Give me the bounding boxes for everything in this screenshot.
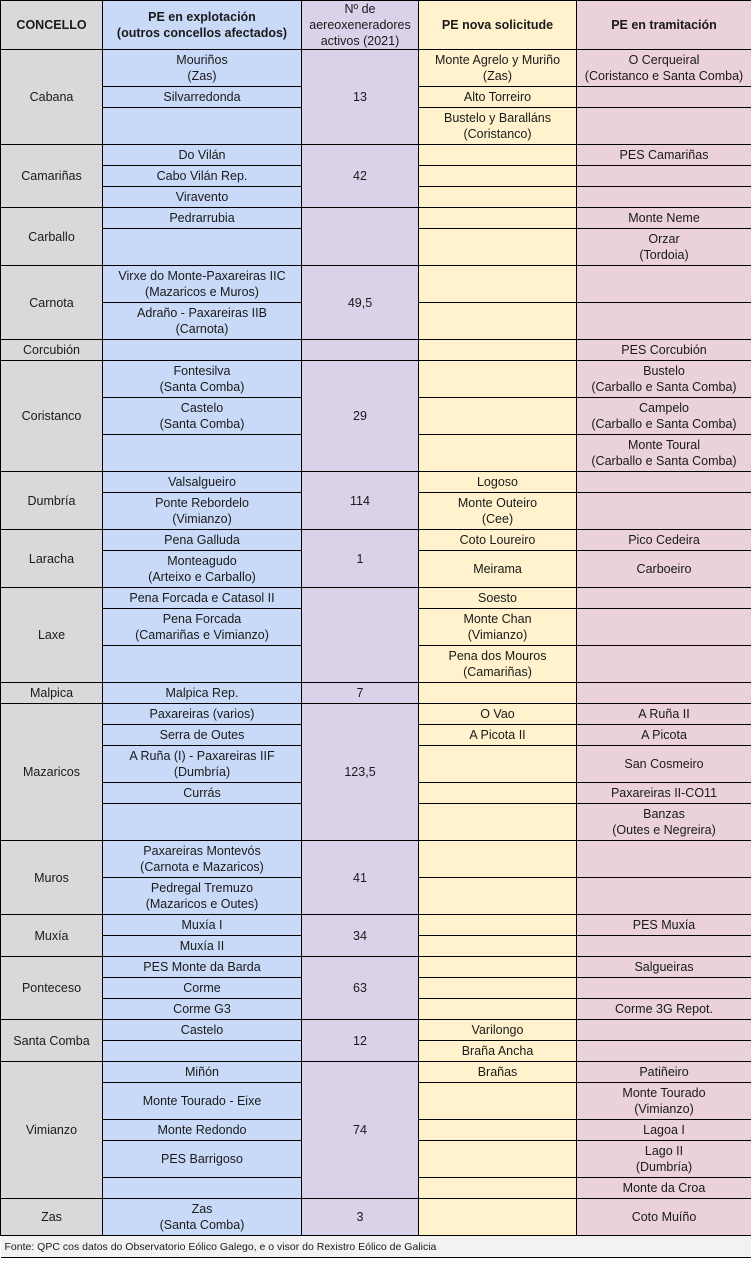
concello-group [1, 266, 751, 340]
pe-tramitacion-cell [577, 1041, 751, 1062]
pe-nova-solicitude-cell: Coto Loureiro [419, 530, 577, 551]
concello-name: Vimianzo [1, 1062, 103, 1199]
pe-tramitacion-cell: Campelo (Carballo e Santa Comba) [577, 398, 751, 435]
pe-nova-solicitude-cell: Bustelo y Baralláns (Coristanco) [419, 108, 577, 145]
pe-explotacion-cell: Corme [103, 978, 302, 999]
pe-explotacion-cell: Pedrarrubia [103, 208, 302, 229]
header-aerox-count: Nº de aereoxeneradores activos (2021) [302, 1, 419, 50]
pe-explotacion-cell: Corme G3 [103, 999, 302, 1020]
pe-explotacion-cell [103, 435, 302, 472]
pe-nova-solicitude-cell [419, 746, 577, 783]
pe-nova-solicitude-cell [419, 145, 577, 166]
pe-tramitacion-cell [577, 609, 751, 646]
concello-group [1, 957, 751, 1020]
pe-tramitacion-cell: Carboeiro [577, 551, 751, 588]
pe-tramitacion-cell [577, 187, 751, 208]
concello-name: Muros [1, 841, 103, 915]
aerox-count-cell: 41 [302, 841, 419, 915]
concello-group [1, 472, 751, 530]
pe-explotacion-cell: Muxía II [103, 936, 302, 957]
pe-tramitacion-cell [577, 978, 751, 999]
pe-tramitacion-cell [577, 878, 751, 915]
pe-nova-solicitude-cell: Meirama [419, 551, 577, 588]
pe-explotacion-cell: Pena Galluda [103, 530, 302, 551]
source-note: Fonte: QPC cos datos do Observatorio Eólico Galego, e o visor do Rexistro Eólico de Galicia [1, 1236, 751, 1258]
header-nova-solicitude: PE nova solicitude [419, 1, 577, 50]
pe-explotacion-cell: Virxe do Monte-Paxareiras IIC (Mazaricos e Muros) [103, 266, 302, 303]
concello-group [1, 588, 751, 683]
pe-nova-solicitude-cell [419, 266, 577, 303]
concello-group [1, 915, 751, 957]
pe-nova-solicitude-cell: Logoso [419, 472, 577, 493]
pe-nova-solicitude-cell [419, 783, 577, 804]
pe-explotacion-cell: Adraño - Paxareiras IIB (Carnota) [103, 303, 302, 340]
pe-nova-solicitude-cell [419, 999, 577, 1020]
pe-tramitacion-cell: Coto Muíño [577, 1199, 751, 1236]
pe-nova-solicitude-cell [419, 957, 577, 978]
pe-tramitacion-cell: PES Muxía [577, 915, 751, 936]
concello-group [1, 683, 751, 704]
pe-tramitacion-cell [577, 1020, 751, 1041]
pe-nova-solicitude-cell [419, 804, 577, 841]
pe-nova-solicitude-cell [419, 340, 577, 361]
pe-tramitacion-cell [577, 646, 751, 683]
pe-explotacion-cell: PES Monte da Barda [103, 957, 302, 978]
concello-name: Camariñas [1, 145, 103, 208]
pe-nova-solicitude-cell [419, 978, 577, 999]
pe-tramitacion-cell [577, 108, 751, 145]
pe-nova-solicitude-cell: Soesto [419, 588, 577, 609]
pe-tramitacion-cell [577, 166, 751, 187]
pe-nova-solicitude-cell [419, 1178, 577, 1199]
pe-nova-solicitude-cell [419, 229, 577, 266]
pe-explotacion-cell: Valsalgueiro [103, 472, 302, 493]
pe-nova-solicitude-cell [419, 915, 577, 936]
pe-tramitacion-cell [577, 841, 751, 878]
pe-explotacion-cell: Castelo [103, 1020, 302, 1041]
pe-tramitacion-cell [577, 936, 751, 957]
pe-explotacion-cell: Paxareiras (varios) [103, 704, 302, 725]
aerox-count-cell [302, 208, 419, 266]
aerox-count-cell: 34 [302, 915, 419, 957]
pe-tramitacion-cell [577, 266, 751, 303]
pe-tramitacion-cell [577, 303, 751, 340]
pe-tramitacion-cell: Bustelo (Carballo e Santa Comba) [577, 361, 751, 398]
pe-nova-solicitude-cell: Alto Torreiro [419, 87, 577, 108]
header-concello: CONCELLO [1, 1, 103, 50]
pe-nova-solicitude-cell [419, 166, 577, 187]
concello-group [1, 340, 751, 361]
aerox-count-cell: 3 [302, 1199, 419, 1236]
pe-explotacion-cell [103, 1041, 302, 1062]
pe-explotacion-cell: A Ruña (I) - Paxareiras IIF (Dumbría) [103, 746, 302, 783]
pe-tramitacion-cell: Patiñeiro [577, 1062, 751, 1083]
pe-nova-solicitude-cell: Monte Agrelo y Muriño (Zas) [419, 50, 577, 87]
pe-explotacion-cell: Pena Forcada e Catasol II [103, 588, 302, 609]
pe-tramitacion-cell [577, 683, 751, 704]
pe-nova-solicitude-cell: Brañas [419, 1062, 577, 1083]
concello-group [1, 208, 751, 266]
pe-tramitacion-cell [577, 493, 751, 530]
aerox-count-cell: 123,5 [302, 704, 419, 841]
table-row [1, 1062, 751, 1083]
pe-explotacion-cell [103, 340, 302, 361]
pe-explotacion-cell: Muxía I [103, 915, 302, 936]
pe-nova-solicitude-cell [419, 361, 577, 398]
aerox-count-cell: 12 [302, 1020, 419, 1062]
pe-nova-solicitude-cell: Monte Outeiro (Cee) [419, 493, 577, 530]
pe-tramitacion-cell: Monte Neme [577, 208, 751, 229]
pe-nova-solicitude-cell [419, 936, 577, 957]
pe-tramitacion-cell: Monte Toural (Carballo e Santa Comba) [577, 435, 751, 472]
concello-name: Muxía [1, 915, 103, 957]
pe-nova-solicitude-cell [419, 208, 577, 229]
pe-explotacion-cell [103, 1178, 302, 1199]
table-row [1, 472, 751, 493]
pe-explotacion-cell: Monte Tourado - Eixe [103, 1083, 302, 1120]
pe-nova-solicitude-cell [419, 187, 577, 208]
aerox-count-cell: 29 [302, 361, 419, 472]
pe-nova-solicitude-cell [419, 1141, 577, 1178]
pe-explotacion-cell: Silvarredonda [103, 87, 302, 108]
concello-name: Malpica [1, 683, 103, 704]
aerox-count-cell: 114 [302, 472, 419, 530]
pe-nova-solicitude-cell [419, 435, 577, 472]
pe-explotacion-cell: Fontesilva (Santa Comba) [103, 361, 302, 398]
pe-tramitacion-cell: Lagoa I [577, 1120, 751, 1141]
concello-name: Corcubión [1, 340, 103, 361]
pe-explotacion-cell: Castelo (Santa Comba) [103, 398, 302, 435]
pe-nova-solicitude-cell: Varilongo [419, 1020, 577, 1041]
pe-explotacion-cell [103, 229, 302, 266]
concello-name: Dumbría [1, 472, 103, 530]
pe-tramitacion-cell [577, 588, 751, 609]
pe-explotacion-cell [103, 646, 302, 683]
aerox-count-cell: 63 [302, 957, 419, 1020]
concello-group [1, 530, 751, 588]
pe-nova-solicitude-cell [419, 1083, 577, 1120]
table-row [1, 50, 751, 87]
pe-tramitacion-cell: Pico Cedeira [577, 530, 751, 551]
pe-tramitacion-cell: A Ruña II [577, 704, 751, 725]
pe-nova-solicitude-cell [419, 878, 577, 915]
table-row [1, 1199, 751, 1236]
pe-explotacion-cell: Malpica Rep. [103, 683, 302, 704]
pe-explotacion-cell: PES Barrigoso [103, 1141, 302, 1178]
concello-group [1, 1020, 751, 1062]
pe-tramitacion-cell: Paxareiras II-CO11 [577, 783, 751, 804]
pe-tramitacion-cell: Orzar (Tordoia) [577, 229, 751, 266]
concello-name: Ponteceso [1, 957, 103, 1020]
pe-nova-solicitude-cell: A Picota II [419, 725, 577, 746]
aerox-count-cell: 74 [302, 1062, 419, 1199]
table-row [1, 841, 751, 878]
pe-nova-solicitude-cell [419, 1120, 577, 1141]
aerox-count-cell: 1 [302, 530, 419, 588]
pe-nova-solicitude-cell [419, 303, 577, 340]
pe-tramitacion-cell: Monte da Croa [577, 1178, 751, 1199]
table-row [1, 588, 751, 609]
pe-tramitacion-cell: A Picota [577, 725, 751, 746]
table-row [1, 208, 751, 229]
concello-name: Mazaricos [1, 704, 103, 841]
pe-explotacion-cell: Monte Redondo [103, 1120, 302, 1141]
pe-nova-solicitude-cell [419, 398, 577, 435]
pe-explotacion-cell: Pedregal Tremuzo (Mazaricos e Outes) [103, 878, 302, 915]
table-row [1, 361, 751, 398]
pe-explotacion-cell [103, 108, 302, 145]
pe-tramitacion-cell [577, 472, 751, 493]
pe-explotacion-cell: Cabo Vilán Rep. [103, 166, 302, 187]
pe-explotacion-cell: Ponte Rebordelo (Vimianzo) [103, 493, 302, 530]
pe-explotacion-cell: Viravento [103, 187, 302, 208]
concello-name: Zas [1, 1199, 103, 1236]
pe-explotacion-cell [103, 804, 302, 841]
table-row [1, 1020, 751, 1041]
pe-tramitacion-cell: PES Corcubión [577, 340, 751, 361]
pe-explotacion-cell: Currás [103, 783, 302, 804]
table-row [1, 340, 751, 361]
pe-explotacion-cell: Do Vilán [103, 145, 302, 166]
concello-group [1, 145, 751, 208]
pe-tramitacion-cell: Banzas (Outes e Negreira) [577, 804, 751, 841]
aerox-count-cell: 42 [302, 145, 419, 208]
concello-group [1, 841, 751, 915]
pe-tramitacion-cell: Corme 3G Repot. [577, 999, 751, 1020]
concello-name: Carballo [1, 208, 103, 266]
table-row [1, 266, 751, 303]
concello-name: Carnota [1, 266, 103, 340]
concello-name: Coristanco [1, 361, 103, 472]
table-row [1, 145, 751, 166]
aerox-count-cell: 7 [302, 683, 419, 704]
pe-tramitacion-cell: Monte Tourado (Vimianzo) [577, 1083, 751, 1120]
concello-name: Cabana [1, 50, 103, 145]
concello-group [1, 361, 751, 472]
concello-group [1, 704, 751, 841]
pe-nova-solicitude-cell [419, 841, 577, 878]
pe-tramitacion-cell: O Cerqueiral (Coristanco e Santa Comba) [577, 50, 751, 87]
pe-nova-solicitude-cell: Monte Chan (Vimianzo) [419, 609, 577, 646]
concello-group [1, 50, 751, 145]
table-row [1, 683, 751, 704]
pe-explotacion-cell: Zas (Santa Comba) [103, 1199, 302, 1236]
aerox-count-cell: 49,5 [302, 266, 419, 340]
table-row [1, 530, 751, 551]
concello-group [1, 1062, 751, 1199]
pe-nova-solicitude-cell: Pena dos Mouros (Camariñas) [419, 646, 577, 683]
concello-name: Laxe [1, 588, 103, 683]
header-row [1, 1, 751, 50]
pe-tramitacion-cell: Lago II (Dumbría) [577, 1141, 751, 1178]
pe-explotacion-cell: Paxareiras Montevós (Carnota e Mazaricos) [103, 841, 302, 878]
aerox-count-cell [302, 588, 419, 683]
pe-tramitacion-cell: PES Camariñas [577, 145, 751, 166]
pe-nova-solicitude-cell: Braña Ancha [419, 1041, 577, 1062]
header-explotacion: PE en explotación (outros concellos afectados) [103, 1, 302, 50]
pe-explotacion-cell: Miñón [103, 1062, 302, 1083]
aerox-count-cell: 13 [302, 50, 419, 145]
table-row [1, 957, 751, 978]
table-row [1, 915, 751, 936]
concello-name: Laracha [1, 530, 103, 588]
pe-explotacion-cell: Pena Forcada (Camariñas e Vimianzo) [103, 609, 302, 646]
header-tramitacion: PE en tramitación [577, 1, 751, 50]
pe-tramitacion-cell: Salgueiras [577, 957, 751, 978]
pe-nova-solicitude-cell: O Vao [419, 704, 577, 725]
table-row [1, 704, 751, 725]
footer-row [1, 1236, 751, 1258]
aerox-count-cell [302, 340, 419, 361]
concello-name: Santa Comba [1, 1020, 103, 1062]
pe-explotacion-cell: Mouriños (Zas) [103, 50, 302, 87]
pe-tramitacion-cell: San Cosmeiro [577, 746, 751, 783]
pe-explotacion-cell: Monteagudo (Arteixo e Carballo) [103, 551, 302, 588]
pe-nova-solicitude-cell [419, 683, 577, 704]
pe-nova-solicitude-cell [419, 1199, 577, 1236]
pe-tramitacion-cell [577, 87, 751, 108]
concello-group [1, 1199, 751, 1236]
pe-explotacion-cell: Serra de Outes [103, 725, 302, 746]
